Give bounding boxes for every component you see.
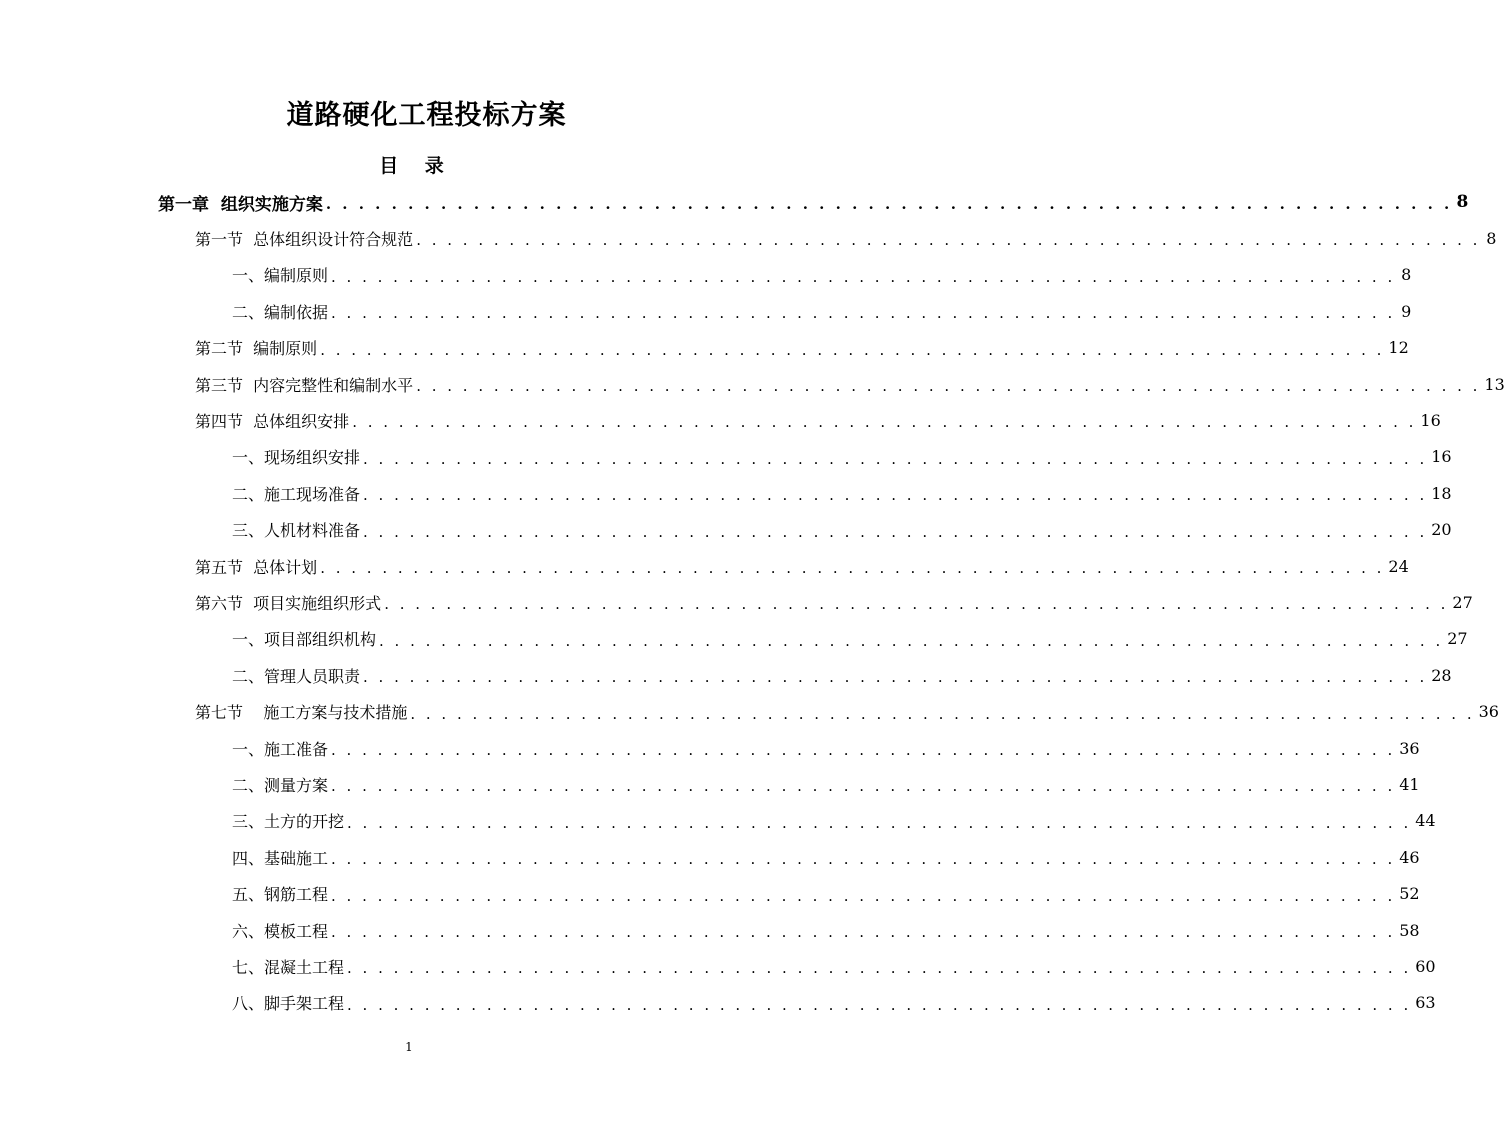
toc-entry-page: 63 [1415,993,1436,1013]
toc-leader-dots: . . . . . . . . . . . . . . . . . . . . . . . . . . . . . . . . . . . . . . . . . . . . . . . . . . . . . . . . . . . . . . . . . . . . . [363,668,1428,687]
toc-leader-dots: . . . . . . . . . . . . . . . . . . . . . . . . . . . . . . . . . . . . . . . . . . . . . . . . . . . . . . . . . . . . . . . . . . . . . [320,559,1385,577]
toc-leader-dots: . . . . . . . . . . . . . . . . . . . . . . . . . . . . . . . . . . . . . . . . . . . . . . . . . . . . . . . . . . . . . . . . . . . . . [331,777,1396,796]
toc-entry-subsection[interactable] [232,621,1468,657]
toc-leader-dots: . . . . . . . . . . . . . . . . . . . . . . . . . . . . . . . . . . . . . . . . . . . . . . . . . . . . . . . . . . . . . . . . . . . . . [331,850,1396,869]
toc-leader-dots: . . . . . . . . . . . . . . . . . . . . . . . . . . . . . . . . . . . . . . . . . . . . . . . . . . . . . . . . . . . . . . . . . . . . . [410,704,1475,723]
toc-entry-label: 第五节 总体计划 [195,557,318,577]
toc-entry-label: 第三节 内容完整性和编制水平 [195,375,414,395]
toc-entry-chapter[interactable] [158,184,1469,220]
toc-entry-page: 12 [1388,338,1409,358]
toc-leader-dots: . . . . . . . . . . . . . . . . . . . . . . . . . . . . . . . . . . . . . . . . . . . . . . . . . . . . . . . . . . . . . . . . . . . . . [331,923,1396,941]
toc-heading: 目 录 [379,155,454,177]
toc-entry-label: 一、项目部组织机构 [232,630,377,650]
toc-leader-dots: . . . . . . . . . . . . . . . . . . . . . . . . . . . . . . . . . . . . . . . . . . . . . . . . . . . . . . . . . . . . . . . . . . . . . [416,231,1481,250]
toc-entry-page: 8 [1486,228,1497,248]
toc-entry-page: 18 [1431,483,1452,503]
toc-entry-label: 一、现场组织安排 [232,448,361,468]
toc-leader-dots: . . . . . . . . . . . . . . . . . . . . . . . . . . . . . . . . . . . . . . . . . . . . . . . . . . . . . . . . . . . . . . . . . . . . . [325,195,1453,213]
toc-leader-dots: . . . . . . . . . . . . . . . . . . . . . . . . . . . . . . . . . . . . . . . . . . . . . . . . . . . . . . . . . . . . . . . . . . . . . [331,267,1396,286]
toc-entry-label: 五、钢筋工程 [232,885,329,905]
toc-entry-subsection[interactable] [232,512,1452,548]
toc-entry-label: 一、编制原则 [232,266,329,286]
page-number: 1 [405,1040,413,1054]
toc-entry-page: 8 [1401,265,1412,285]
toc-entry-label: 第六节 项目实施组织形式 [195,593,382,613]
toc-entry-subsection[interactable] [232,803,1436,839]
toc-entry-label: 四、基础施工 [232,848,329,868]
toc-entry-label: 八、脚手架工程 [232,994,345,1014]
toc-entry-page: 52 [1399,884,1420,904]
toc-entry-section[interactable] [195,584,1473,620]
toc-leader-dots: . . . . . . . . . . . . . . . . . . . . . . . . . . . . . . . . . . . . . . . . . . . . . . . . . . . . . . . . . . . . . . . . . . . . . [320,340,1385,359]
toc-entry-page: 60 [1415,956,1436,976]
toc-entry-subsection[interactable] [232,876,1420,912]
toc-entry-subsection[interactable] [232,475,1452,511]
toc-entry-page: 16 [1431,447,1452,467]
toc-entry-label: 第二节 编制原则 [195,339,318,359]
toc-entry-subsection[interactable] [232,766,1420,802]
toc-entry-page: 27 [1447,629,1468,649]
toc-entry-subsection[interactable] [232,257,1412,293]
toc-entry-label: 第一节 总体组织设计符合规范 [195,229,414,249]
toc-leader-dots: . . . . . . . . . . . . . . . . . . . . . . . . . . . . . . . . . . . . . . . . . . . . . . . . . . . . . . . . . . . . . . . . . . . . . [363,522,1428,541]
toc-leader-dots: . . . . . . . . . . . . . . . . . . . . . . . . . . . . . . . . . . . . . . . . . . . . . . . . . . . . . . . . . . . . . . . . . . . . . [331,741,1396,759]
toc-entry-page: 24 [1388,556,1409,576]
toc-entry-section[interactable] [195,694,1499,730]
toc-entry-label: 六、模板工程 [232,921,329,941]
toc-entry-page: 16 [1420,410,1441,430]
toc-entry-label: 二、施工现场准备 [232,484,361,504]
document-title: 道路硬化工程投标方案 [286,100,567,131]
toc-entry-subsection[interactable] [232,730,1420,766]
toc-entry-subsection[interactable] [232,439,1452,475]
toc-entry-page: 36 [1399,738,1420,758]
toc-leader-dots: . . . . . . . . . . . . . . . . . . . . . . . . . . . . . . . . . . . . . . . . . . . . . . . . . . . . . . . . . . . . . . . . . . . . . [416,377,1481,395]
toc-entry-page: 8 [1456,192,1469,212]
toc-entry-section[interactable] [195,402,1441,438]
toc-entry-subsection[interactable] [232,948,1436,984]
toc-entry-section[interactable] [195,548,1409,584]
toc-entry-page: 27 [1452,592,1473,612]
toc-entry-page: 13 [1484,374,1505,394]
toc-entry-subsection[interactable] [232,657,1452,693]
toc-entry-label: 一、施工准备 [232,739,329,759]
toc-entry-label: 二、测量方案 [232,775,329,795]
toc-leader-dots: . . . . . . . . . . . . . . . . . . . . . . . . . . . . . . . . . . . . . . . . . . . . . . . . . . . . . . . . . . . . . . . . . . . . . [331,304,1396,323]
toc-leader-dots: . . . . . . . . . . . . . . . . . . . . . . . . . . . . . . . . . . . . . . . . . . . . . . . . . . . . . . . . . . . . . . . . . . . . . [331,886,1396,905]
toc-leader-dots: . . . . . . . . . . . . . . . . . . . . . . . . . . . . . . . . . . . . . . . . . . . . . . . . . . . . . . . . . . . . . . . . . . . . . [347,813,1412,832]
toc-entry-label: 三、土方的开挖 [232,812,345,832]
toc-entry-label: 二、编制依据 [232,302,329,322]
toc-entry-page: 58 [1399,920,1420,940]
toc-entry-section[interactable] [195,330,1409,366]
toc-entry-section[interactable] [195,220,1497,256]
toc-entry-page: 36 [1478,702,1499,722]
toc-entry-label: 七、混凝土工程 [232,957,345,977]
toc-entry-label: 三、人机材料准备 [232,521,361,541]
toc-entry-subsection[interactable] [232,985,1436,1021]
toc-entry-subsection[interactable] [232,293,1412,329]
toc-entry-label: 第一章 组织实施方案 [158,194,323,215]
toc-entry-page: 44 [1415,811,1436,831]
toc-entry-label: 二、管理人员职责 [232,666,361,686]
toc-leader-dots: . . . . . . . . . . . . . . . . . . . . . . . . . . . . . . . . . . . . . . . . . . . . . . . . . . . . . . . . . . . . . . . . . . . . . [352,413,1417,432]
toc-entry-page: 46 [1399,847,1420,867]
toc-leader-dots: . . . . . . . . . . . . . . . . . . . . . . . . . . . . . . . . . . . . . . . . . . . . . . . . . . . . . . . . . . . . . . . . . . . . . [347,995,1412,1014]
toc-leader-dots: . . . . . . . . . . . . . . . . . . . . . . . . . . . . . . . . . . . . . . . . . . . . . . . . . . . . . . . . . . . . . . . . . . . . . [363,449,1428,468]
toc-leader-dots: . . . . . . . . . . . . . . . . . . . . . . . . . . . . . . . . . . . . . . . . . . . . . . . . . . . . . . . . . . . . . . . . . . . . . [363,486,1428,505]
toc-entry-page: 41 [1399,774,1420,794]
toc-entry-label: 第七节 施工方案与技术措施 [195,703,408,723]
toc-entry-page: 28 [1431,665,1452,685]
toc-entry-section[interactable] [195,366,1505,402]
toc-leader-dots: . . . . . . . . . . . . . . . . . . . . . . . . . . . . . . . . . . . . . . . . . . . . . . . . . . . . . . . . . . . . . . . . . . . . . [347,959,1412,978]
toc-entry-page: 9 [1401,301,1412,321]
toc-entry-page: 20 [1431,520,1452,540]
toc-entry-subsection[interactable] [232,839,1420,875]
toc-leader-dots: . . . . . . . . . . . . . . . . . . . . . . . . . . . . . . . . . . . . . . . . . . . . . . . . . . . . . . . . . . . . . . . . . . . . . [379,631,1444,650]
toc-entry-label: 第四节 总体组织安排 [195,411,350,431]
toc-entry-subsection[interactable] [232,912,1420,948]
toc-leader-dots: . . . . . . . . . . . . . . . . . . . . . . . . . . . . . . . . . . . . . . . . . . . . . . . . . . . . . . . . . . . . . . . . . . . . . [384,595,1449,614]
